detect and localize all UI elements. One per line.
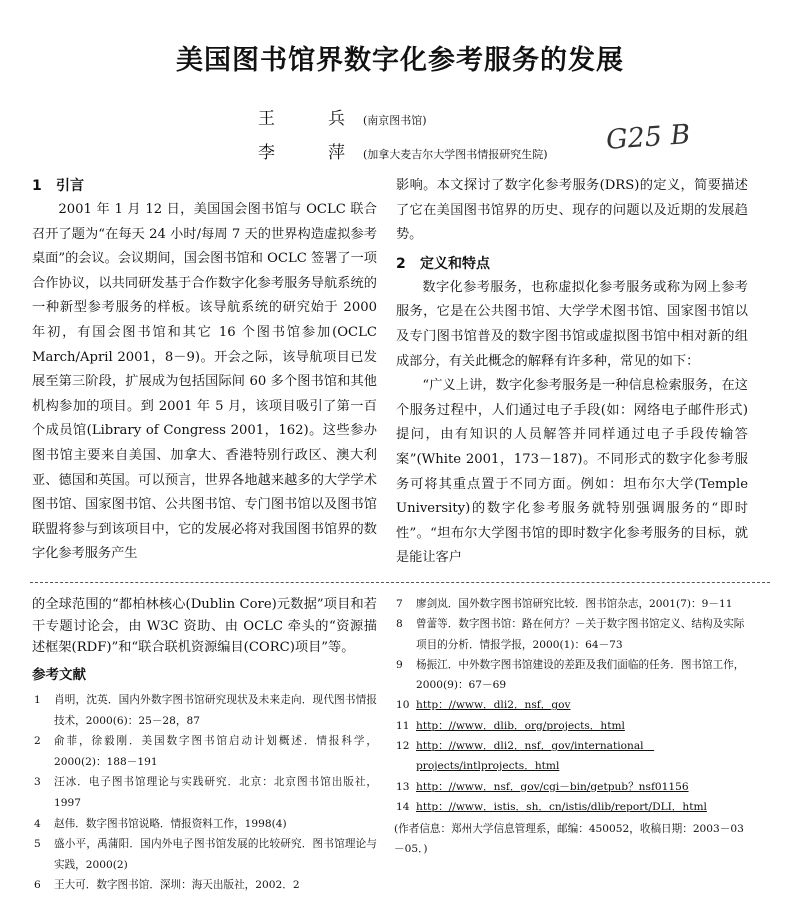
section-heading-intro bbox=[32, 174, 377, 198]
reference-number: 14 bbox=[396, 800, 410, 813]
reference-item bbox=[394, 777, 748, 797]
intro-continued-paragraph: 影响。本文探讨了数字化参考服务(DRS)的定义，简要描述了它在美国图书馆界的历史、现存的问题以及近期的发展趋势。 bbox=[396, 178, 748, 243]
article-title: 美国图书馆界数字化参考服务的发展 bbox=[176, 45, 624, 76]
reference-number: 9 bbox=[396, 658, 403, 671]
reference-item bbox=[32, 875, 377, 896]
references-heading: 参考文献 bbox=[32, 666, 86, 683]
section-heading-definition bbox=[396, 252, 748, 276]
author-name: 李 萍 bbox=[258, 143, 363, 163]
reference-number: 12 bbox=[396, 740, 410, 753]
right-column bbox=[396, 174, 748, 571]
reference-text: 王大可．数字图书馆．深圳：海天出版社，2002．2 bbox=[54, 879, 300, 892]
author-name: 王 兵 bbox=[258, 109, 363, 129]
reference-item bbox=[394, 614, 748, 655]
reference-text: 杨振江．中外数字图书馆建设的差距及我们面临的任务．图书馆工作，2000(9)：67－69 bbox=[416, 658, 745, 692]
section-title: 引言 bbox=[56, 178, 84, 194]
reference-text: 盛小平，禹蒲阳．国内外电子图书馆发展的比较研究．图书馆理论与实践，2000(2) bbox=[54, 838, 377, 871]
reference-number: 13 bbox=[396, 780, 410, 793]
left-column bbox=[32, 174, 377, 567]
references-list-left bbox=[32, 690, 377, 896]
reference-number: 6 bbox=[34, 879, 41, 892]
intro-paragraph: 2001 年 1 月 12 日，美国国会图书馆与 OCLC 联合召开了题为“在每天 24 小时/每周 7 天的世界构造虚拟参考桌面”的会议。会议期间，国会图书馆和 OCLC 签署了一项合作协议，以共同研发基于合作数字化参考服务导航系统的一种新型参考服务的样板。该导航系统的研究始于 2000 年初，有国会图书馆和其它 16 个图书馆参加(OCLC March/April 2001，8－9)。开会之际，该导航项目已发展至第三阶段，扩展成为包括国际间 60 多个图书馆和其他机构参加的项目。到 2001 年 5 月，该项目吸引了第一百个成员馆(Library of Congress 2001，162)。这些参办图书馆主要来自美国、加拿大、香港特别行政区、澳大利亚、德国和英国。可以预言，世界各地越来越多的大学学术图书馆、国家图书馆、公共图书馆、专门图书馆以及图书馆联盟将参与到该项目中，它的发展必将对我国图书馆界的数字化参考服务产生 bbox=[32, 202, 377, 562]
reference-item bbox=[394, 695, 748, 715]
reference-item bbox=[394, 716, 748, 736]
reference-item bbox=[394, 736, 748, 777]
reference-text: 肖明，沈英．国内外数字图书馆研究现状及未来走向．现代图书情报技术，2000(6)：25－28，87 bbox=[54, 694, 377, 727]
reference-item bbox=[32, 834, 377, 875]
author-affiliation: (南京图书馆) bbox=[363, 114, 427, 127]
reference-url-link[interactable]: http：//www．dli2．nsf．gov bbox=[416, 699, 571, 712]
reference-item bbox=[394, 797, 748, 817]
reference-number: 1 bbox=[34, 694, 41, 706]
reference-item bbox=[32, 814, 377, 835]
reference-number: 5 bbox=[34, 838, 41, 851]
reference-number: 3 bbox=[34, 776, 41, 789]
reference-item bbox=[32, 772, 377, 813]
reference-item bbox=[394, 655, 748, 696]
reference-text: 曾蕾等．数字图书馆：路在何方？－关于数字图书馆定义、结构及实际项目的分析．情报学报，2000(1)：64－73 bbox=[416, 618, 745, 651]
reference-url-link[interactable]: http：//www．nsf．gov/cgi－bin/getpub？nsf01156 bbox=[416, 780, 689, 793]
section-number: 1 bbox=[32, 178, 42, 194]
reference-item bbox=[32, 731, 377, 772]
reference-number: 4 bbox=[34, 817, 41, 830]
bottom-right-column bbox=[394, 594, 748, 859]
reference-url-link[interactable]: http：//www．istis．sh．cn/istis/dlib/report/DLI．html bbox=[416, 800, 707, 813]
section-title: 定义和特点 bbox=[420, 255, 490, 272]
reference-number: 7 bbox=[396, 598, 403, 610]
reference-number: 10 bbox=[396, 699, 410, 712]
section-divider bbox=[30, 582, 770, 583]
author-affiliation: (加拿大麦吉尔大学图书情报研究生院) bbox=[363, 148, 548, 161]
reference-item bbox=[394, 594, 748, 614]
handwritten-classification-mark: G25 B bbox=[605, 119, 692, 156]
reference-text: 廖剑岚．国外数字图书馆研究比较．图书馆杂志，2001(7)：9－11 bbox=[416, 598, 733, 610]
reference-number: 2 bbox=[34, 735, 41, 748]
bottom-left-column bbox=[32, 594, 377, 896]
reference-url-link[interactable]: http：//www．dlib．org/projects．html bbox=[416, 719, 625, 732]
author-2 bbox=[258, 138, 548, 163]
reference-text: 赵伟．数字图书馆说略．情报资料工作，1998(4) bbox=[54, 817, 287, 830]
author-1 bbox=[258, 104, 427, 129]
continued-paragraph: 的全球范围的“都柏林核心(Dublin Core)元数据”项目和若干专题讨论会，由 W3C 资助、由 OCLC 牵头的“资源描述框架(RDF)”和“联合联机资源编目(CORC)项目”等。 bbox=[32, 597, 377, 655]
section-number: 2 bbox=[396, 255, 406, 272]
definition-paragraph-2: “广义上讲，数字化参考服务是一种信息检索服务，在这个服务过程中，人们通过电子手段(如：网络电子邮件形式)提问，由有知识的人员解答并同样通过电子手段传输答案”(White 2001，173－187)。不同形式的数字化参考服务可将其重点置于不同方面。例如：坦布尔大学(Temple University)的数字化参考服务就特别强调服务的“即时性”。“坦布尔大学图书馆的即时数字化参考服务的目标，就是能让客户 bbox=[396, 378, 748, 566]
author-info-note: (作者信息：郑州大学信息管理系，邮编：450052，收稿日期：2003－03－05．) bbox=[394, 823, 744, 856]
references-list-right bbox=[394, 594, 748, 817]
reference-number: 11 bbox=[396, 719, 410, 732]
reference-item bbox=[32, 690, 377, 731]
reference-text: 俞菲，徐毅刚．美国数字图书馆启动计划概述．情报科学，2000(2)：188－191 bbox=[54, 735, 377, 768]
definition-paragraph-1: 数字化参考服务，也称虚拟化参考服务或称为网上参考服务，它是在公共图书馆、大学学术图书馆、国家图书馆以及专门图书馆普及的数字图书馆或虚拟图书馆中相对新的组成部分，有关此概念的解释有许多种，常见的如下： bbox=[396, 279, 748, 369]
reference-text: 汪冰．电子图书馆理论与实践研究．北京：北京图书馆出版社，1997 bbox=[54, 776, 377, 809]
reference-number: 8 bbox=[396, 618, 403, 631]
reference-url-link[interactable]: http：//www．dli2．nsf．gov/international projects/intlprojects．html bbox=[416, 740, 655, 773]
